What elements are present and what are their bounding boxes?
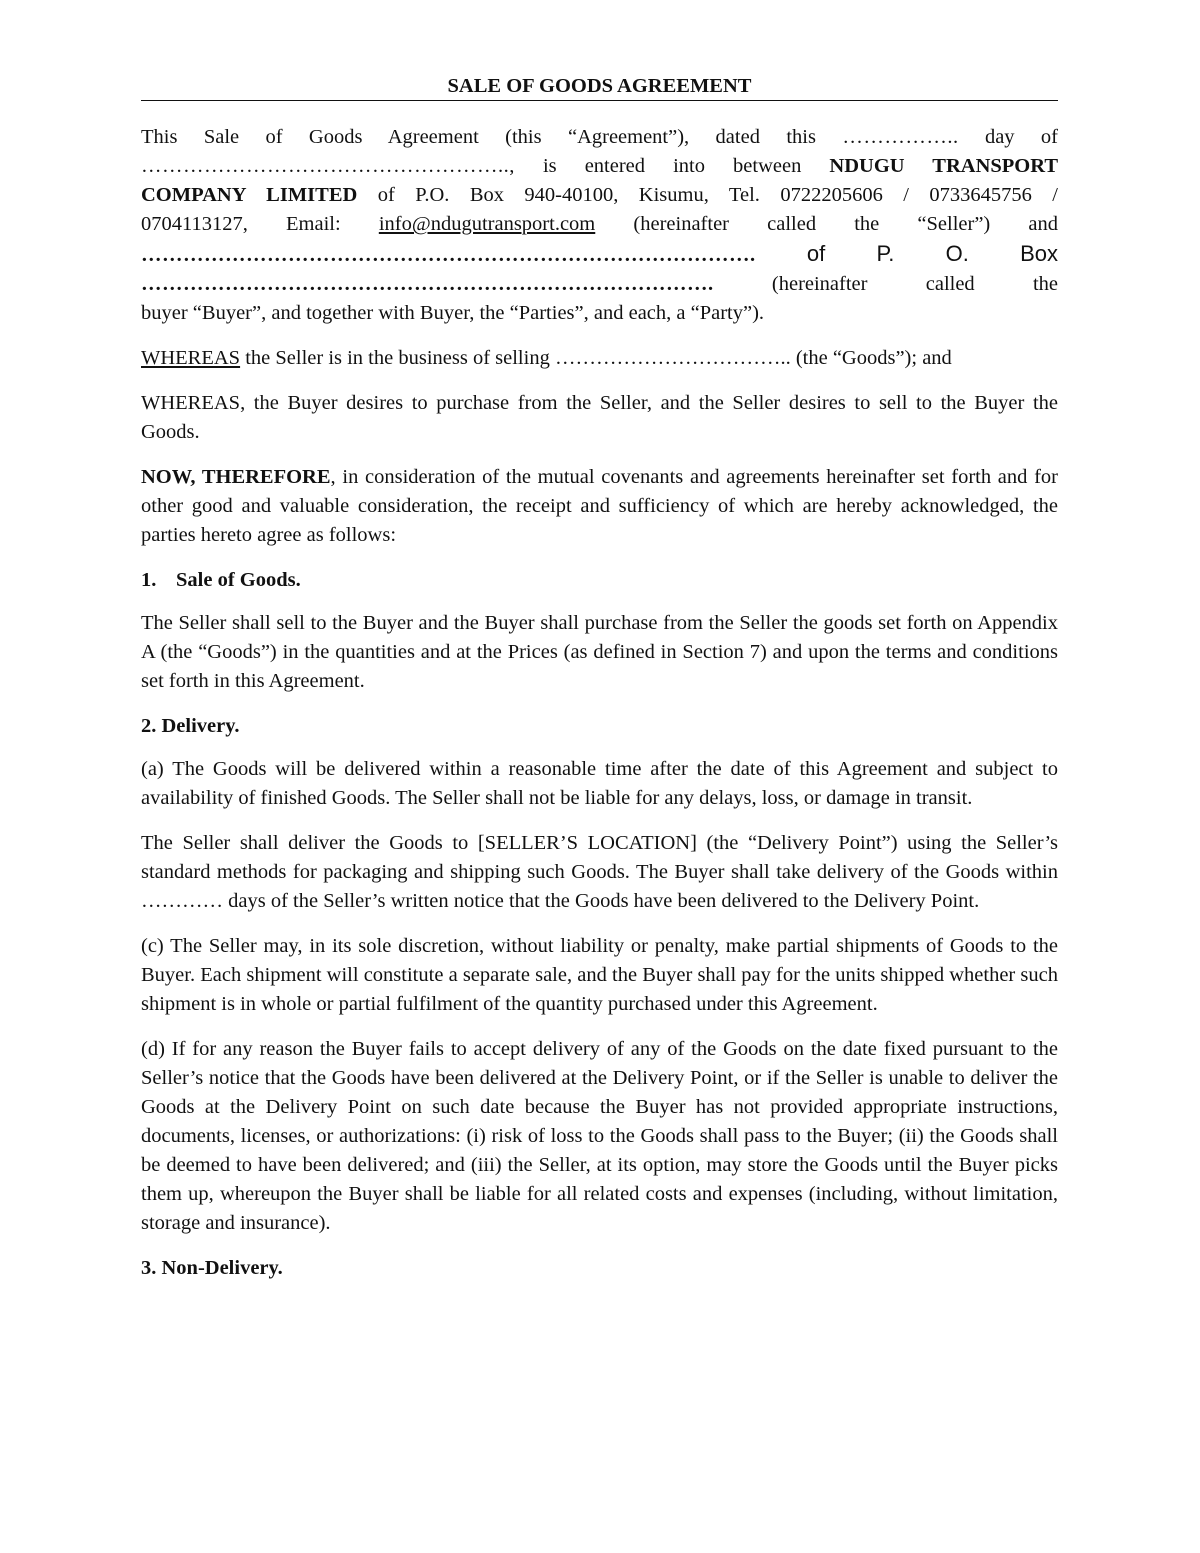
intro-line-3: COMPANY LIMITED of P.O. Box 940-40100, Kisumu, Tel. 0722205606 / 0733645756 / [141, 184, 1058, 206]
seller-name-cont: COMPANY LIMITED [141, 184, 358, 206]
section-2-para-d: (d) If for any reason the Buyer fails to accept delivery of any of the Goods on the date fixed pursuant to the Seller’s notice that the Goods have been delivered at the Delivery Point, or if the Seller is unable to deliver the Goods at the Delivery Point on such date because the Buyer has not provided appropriate instructions, documents, licenses, or authorizations: (i) risk of loss to the Goods shall pass to the Buyer; (ii) the Goods shall be deemed to have been delivered; and (iii) the Seller, at its option, may store the Goods until the Buyer picks them up, whereupon the Buyer shall be liable for all related costs and expenses (including, without limitation, storage and insurance). [141, 1038, 1058, 1234]
intro-line-2: …………………………………………….., is entered into between NDUGU TRANSPORT [141, 155, 1058, 177]
intro-paragraph [141, 123, 1058, 328]
section-2-para-a: (a) The Goods will be delivered within a reasonable time after the date of this Agreement and subject to availability of finished Goods. The Seller shall not be liable for any delays, loss, or damage in transit. [141, 758, 1058, 809]
seller-name: NDUGU TRANSPORT [829, 155, 1058, 177]
section-3-heading: 3. Non-Delivery. [141, 1257, 283, 1279]
intro-line-5: ……………………………………………………………………………. of P. O. Box [141, 241, 1058, 266]
title-underline [141, 100, 1058, 101]
intro-line-1: This Sale of Goods Agreement (this “Agreement”), dated this …………….. day of [141, 126, 1059, 148]
email-link[interactable]: info@ndugutransport.com [378, 213, 596, 235]
document-body [141, 72, 1058, 1297]
section-2-heading: 2. Delivery. [141, 715, 240, 737]
section-2-para-c: (c) The Seller may, in its sole discretion, without liability or penalty, make partial shipments of Goods to the Buyer. Each shipment will constitute a separate sale, and the Buyer shall pay for the units shipped whether such shipment is in whole or partial fulfilment of the quantity purchased under this Agreement. [141, 935, 1058, 1015]
document-title: SALE OF GOODS AGREEMENT [447, 75, 752, 97]
section-2-para-b: The Seller shall deliver the Goods to [SELLER’S LOCATION] (the “Delivery Point”) using the Seller’s standard methods for packaging and shipping such Goods. The Buyer shall take delivery of the Goods within ………… days of the Seller’s written notice that the Goods have been delivered to the Delivery Point. [141, 832, 1058, 912]
intro-line-7: buyer “Buyer”, and together with Buyer, the “Parties”, and each, a “Party”). [141, 302, 765, 324]
intro-line-4: 0704113127, Email: info@ndugutransport.com (hereinafter called the “Seller”) and [141, 213, 1058, 235]
intro-line-6: ………………………………………………………………………. (hereinafter called the [141, 273, 1058, 295]
section-1-text: The Seller shall sell to the Buyer and the Buyer shall purchase from the Seller the goods set forth on Appendix A (the “Goods”) in the quantities and at the Prices (as defined in Section 7) and upon the terms and conditions set forth in this Agreement. [141, 612, 1058, 692]
now-therefore-paragraph: NOW, THEREFORE, in consideration of the mutual covenants and agreements hereinafter set forth and for other good and valuable consideration, the receipt and sufficiency of which are hereby acknowledged, the parties hereto agree as follows: [141, 466, 1058, 546]
section-1-heading: 1. Sale of Goods. [141, 569, 301, 591]
whereas-paragraph-1: WHEREAS the Seller is in the business of selling …………………………….. (the “Goods”); and [141, 347, 952, 369]
whereas-paragraph-2: WHEREAS, the Buyer desires to purchase from the Seller, and the Seller desires to sell to the Buyer the Goods. [141, 392, 1058, 443]
